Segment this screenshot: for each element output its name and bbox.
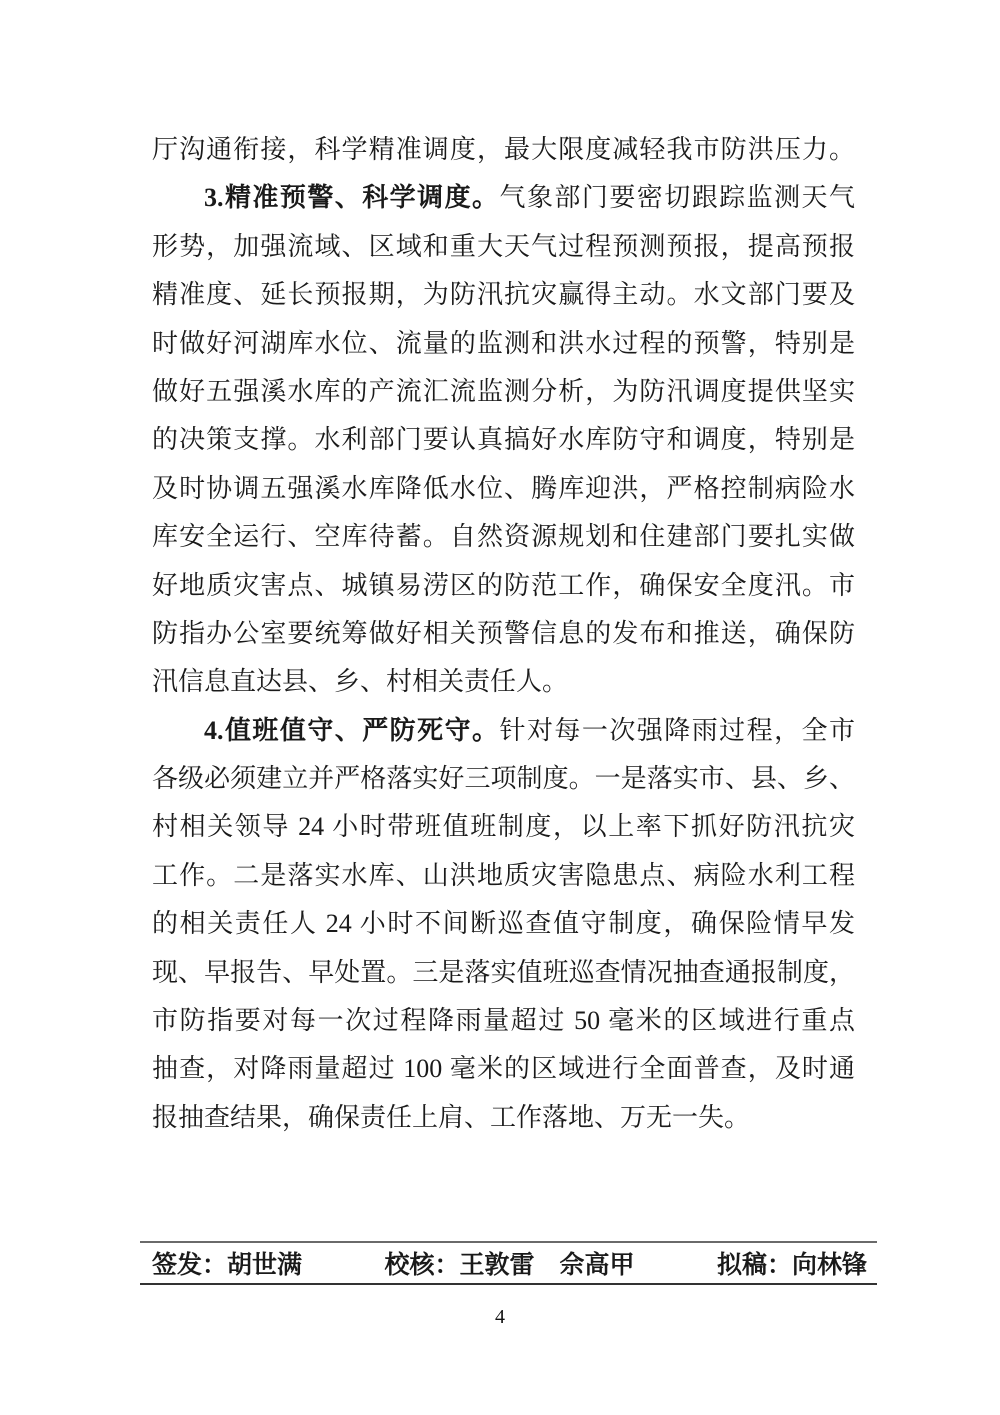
reviewer-names: 王敦雷 佘高甲	[459, 1252, 635, 1279]
body-line: 做好五强溪水库的产流汇流监测分析，为防汛调度提供坚实	[152, 376, 855, 406]
body-line: 抽查，对降雨量超过 100 毫米的区域进行全面普查，及时通	[152, 1054, 855, 1084]
body-line	[152, 707, 855, 755]
body-line: 工作。二是落实水库、山洪地质灾害隐患点、病险水利工程	[152, 860, 855, 890]
footer-signature-bar	[140, 1241, 877, 1285]
body-line: 汛信息直达县、乡、村相关责任人。	[152, 667, 569, 697]
body-line: 厅沟通衔接，科学精准调度，最大限度减轻我市防洪压力。	[152, 135, 855, 164]
body-line: 报抽查结果，确保责任上肩、工作落地、万无一失。	[152, 1102, 751, 1132]
body-line-text: 气象部门要密切跟踪监测天气	[499, 183, 855, 213]
body-line: 市防指要对每一次过程降雨量超过 50 毫米的区域进行重点	[152, 1006, 855, 1036]
reviewer-label: 校核：	[384, 1252, 460, 1279]
drafter-field	[717, 1245, 867, 1281]
drafter-name: 向林锋	[791, 1252, 867, 1279]
drafter-label: 拟稿：	[716, 1252, 792, 1279]
body-line: 库安全运行、空库待蓄。自然资源规划和住建部门要扎实做	[152, 522, 855, 552]
body-line: 好地质灾害点、城镇易涝区的防范工作，确保安全度汛。市	[152, 570, 855, 600]
body-line: 各级必须建立并严格落实好三项制度。一是落实市、县、乡、	[152, 764, 855, 794]
body-line: 现、早报告、早处置。三是落实值班巡查情况抽查通报制度，	[152, 957, 855, 987]
body-line: 时做好河湖库水位、流量的监测和洪水过程的预警，特别是	[152, 328, 855, 358]
paragraph-lead: 4.值班值守、严防死守。	[204, 715, 500, 745]
body-line: 村相关领导 24 小时带班值班制度，以上率下抓好防汛抗灾	[152, 812, 855, 842]
body-line-text: 针对每一次强降雨过程，全市	[499, 715, 855, 745]
body-line: 防指办公室要统筹做好相关预警信息的发布和推送，确保防	[152, 618, 855, 648]
body-line: 的相关责任人 24 小时不间断巡查值守制度，确保险情早发	[152, 909, 855, 939]
body-line: 精准度、延长预报期，为防汛抗灾赢得主动。水文部门要及	[152, 280, 855, 310]
body-line: 及时协调五强溪水库降低水位、腾库迎洪，严格控制病险水	[152, 473, 855, 503]
document-body	[152, 126, 855, 1142]
reviewer-field	[384, 1245, 634, 1281]
issuer-field	[152, 1245, 302, 1281]
paragraph-lead: 3.精准预警、科学调度。	[204, 183, 500, 213]
issuer-name: 胡世满	[227, 1252, 303, 1279]
body-line: 形势，加强流域、区域和重大天气过程预测预报，提高预报	[152, 231, 855, 261]
issuer-label: 签发：	[152, 1252, 228, 1279]
body-line	[152, 174, 855, 222]
body-line: 的决策支撑。水利部门要认真搞好水库防守和调度，特别是	[152, 425, 855, 455]
page-number: 4	[495, 1306, 505, 1328]
